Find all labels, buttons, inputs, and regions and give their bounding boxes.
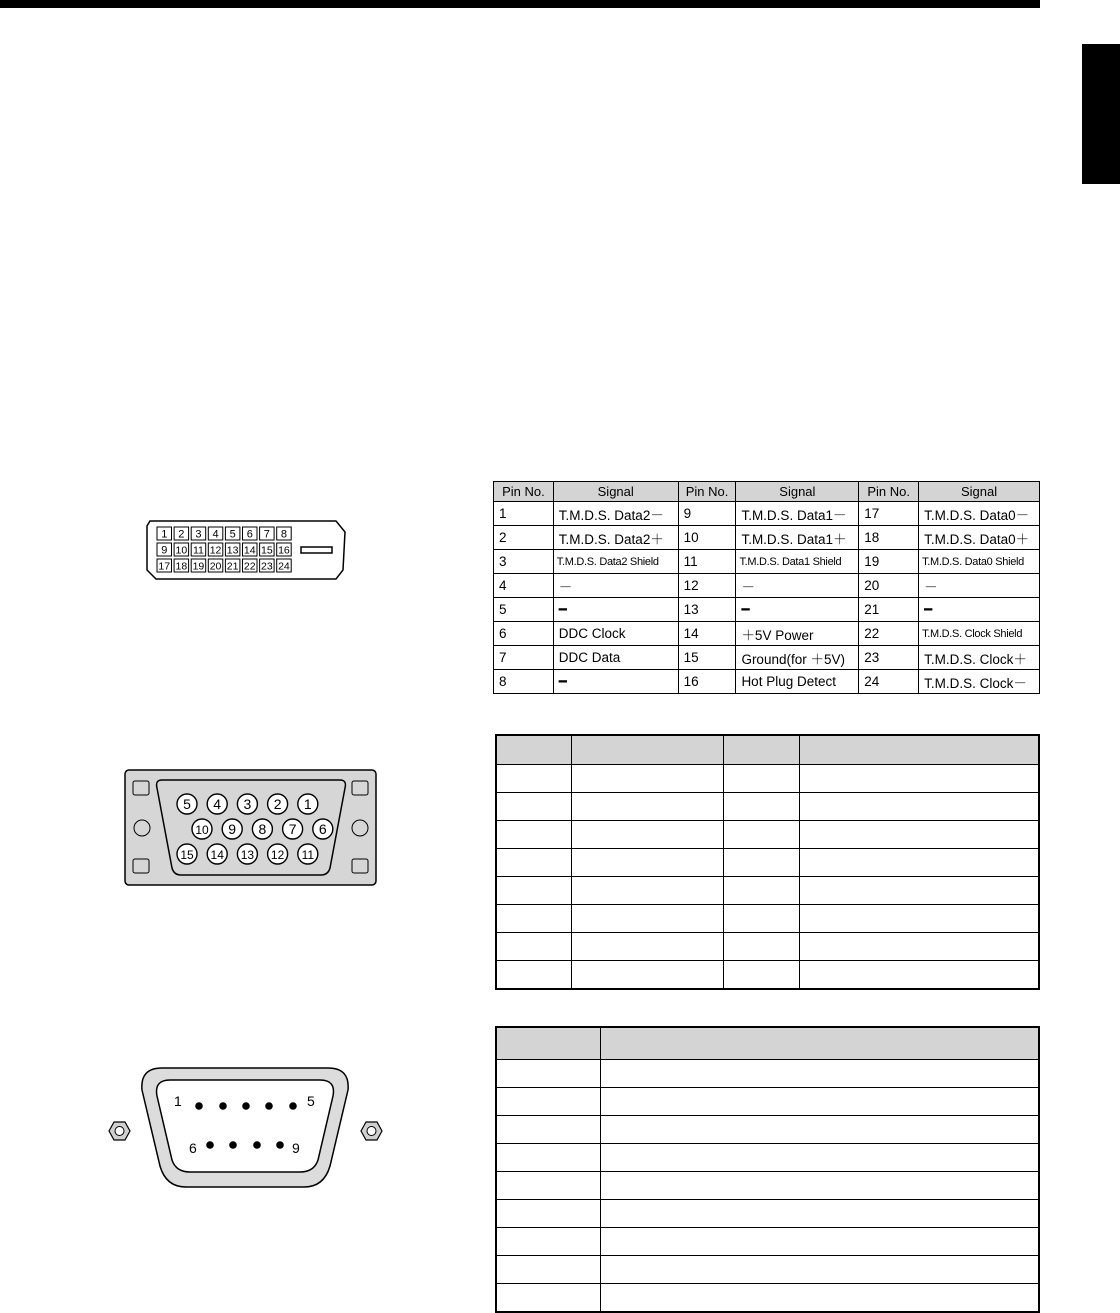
dvi-pin-label: 3	[195, 528, 202, 541]
dvi-connector-diagram	[146, 520, 346, 580]
dvi-pin-label: 10	[175, 544, 188, 557]
dvi-pin-label: 23	[261, 560, 273, 573]
header-cell	[800, 735, 1039, 765]
dsub9-pin	[206, 1141, 214, 1149]
table-row	[494, 550, 1040, 574]
pin-cell: 9	[678, 502, 736, 526]
dvi-pin-label: 20	[209, 560, 222, 573]
header-cell	[572, 735, 723, 765]
dvi-pin-label: 18	[175, 560, 188, 573]
dsub9-label-1: 1	[174, 1093, 182, 1109]
signal-cell: T.M.D.S. Data0＋	[919, 526, 1040, 550]
dvi-pin-label: 7	[263, 528, 270, 541]
col-header-signal: Signal	[736, 482, 859, 502]
table-row	[496, 1116, 1039, 1144]
pin-cell: 11	[678, 550, 736, 574]
table-row	[496, 821, 1039, 849]
vga-screw-hole	[352, 820, 368, 836]
dsub9-label-5: 5	[307, 1093, 315, 1109]
table-row	[496, 793, 1039, 821]
dvi-pin-label: 6	[246, 528, 253, 541]
vga-pin-label: 11	[301, 848, 315, 862]
vga-mount-square	[133, 781, 149, 795]
side-tab-marker	[1082, 44, 1120, 184]
signal-cell: T.M.D.S. Data0－	[919, 502, 1040, 526]
vga-mount-square	[352, 781, 368, 795]
table-row	[496, 1228, 1039, 1256]
dvi-pin-table	[493, 481, 1040, 694]
vga-pin-table	[495, 734, 1040, 990]
table-row	[496, 961, 1039, 990]
header-cell	[496, 735, 572, 765]
vga-pin-label: 8	[258, 821, 267, 837]
table-row	[496, 1256, 1039, 1284]
dvi-pin-label: 5	[229, 528, 236, 541]
vga-pin-label: 7	[288, 821, 297, 837]
pin-cell: 2	[494, 526, 554, 550]
pin-cell: 6	[494, 622, 554, 646]
vga-pin-label: 15	[180, 848, 194, 862]
pin-cell: 5	[494, 598, 554, 622]
dsub9-pin	[242, 1102, 250, 1110]
dsub9-pin	[276, 1141, 284, 1149]
signal-cell: －	[736, 574, 859, 598]
dvi-pin-label: 16	[278, 544, 290, 557]
table-row	[494, 622, 1040, 646]
pin-cell: 12	[678, 574, 736, 598]
pin-cell: 17	[859, 502, 919, 526]
dvi-pin-label: 9	[161, 544, 168, 557]
signal-cell: ━	[553, 670, 678, 694]
table-row	[494, 670, 1040, 694]
vga-pin-label: 13	[240, 848, 255, 862]
dvi-pin-label: 8	[280, 528, 288, 541]
table-row	[496, 1144, 1039, 1172]
vga-pin-label: 10	[195, 823, 209, 837]
pin-cell: 16	[678, 670, 736, 694]
signal-cell: DDC Clock	[553, 622, 678, 646]
dvi-pin-label: 15	[261, 544, 273, 557]
pin-cell: 1	[494, 502, 554, 526]
dsub9-connector-diagram	[104, 1064, 386, 1192]
dvi-pin-label: 1	[161, 528, 168, 541]
dvi-pin-label: 22	[243, 560, 256, 573]
pin-cell: 4	[494, 574, 554, 598]
dsub9-pin-table	[495, 1026, 1040, 1313]
header-cell	[601, 1027, 1039, 1060]
col-header-pin-no: Pin No.	[859, 482, 919, 502]
table-row	[496, 849, 1039, 877]
signal-cell: T.M.D.S. Clock＋	[919, 646, 1040, 670]
signal-cell: T.M.D.S. Clock－	[919, 670, 1040, 694]
pin-cell: 15	[678, 646, 736, 670]
dsub9-pin	[265, 1102, 273, 1110]
signal-cell: T.M.D.S. Data2＋	[553, 526, 678, 550]
dsub9-pin	[229, 1141, 237, 1149]
table-row	[494, 502, 1040, 526]
signal-cell: ━	[736, 598, 859, 622]
top-rule	[0, 0, 1040, 8]
col-header-pin-no: Pin No.	[494, 482, 554, 502]
table-row	[496, 1060, 1039, 1088]
signal-cell: ━	[553, 598, 678, 622]
signal-cell: －	[553, 574, 678, 598]
table-row	[496, 877, 1039, 905]
vga-table-header-row	[496, 735, 1039, 765]
vga-pin-label: 12	[270, 848, 285, 862]
dvi-pin-label: 2	[178, 528, 185, 541]
signal-cell: Ground(for ＋5V)	[736, 646, 859, 670]
table-row	[496, 765, 1039, 793]
table-row	[494, 526, 1040, 550]
vga-mount-square	[352, 859, 368, 873]
signal-cell: T.M.D.S. Data2－	[553, 502, 678, 526]
dsub9-pin	[289, 1102, 297, 1110]
vga-mount-square	[133, 859, 149, 873]
signal-cell: T.M.D.S. Data1 Shield	[736, 550, 859, 574]
signal-cell: T.M.D.S. Data2 Shield	[553, 550, 678, 574]
vga-pin-label: 2	[273, 796, 282, 812]
signal-cell: ━	[919, 598, 1040, 622]
table-row	[494, 598, 1040, 622]
pin-cell: 20	[859, 574, 919, 598]
signal-cell: T.M.D.S. Data0 Shield	[919, 550, 1040, 574]
pin-cell: 19	[859, 550, 919, 574]
header-cell	[723, 735, 800, 765]
dvi-pin-label: 21	[226, 560, 239, 573]
vga-screw-hole	[134, 820, 150, 836]
vga-pin-label: 6	[318, 821, 327, 837]
vga-pin-label: 3	[243, 796, 252, 812]
dsub9-pin	[195, 1102, 203, 1110]
vga-pin-label: 1	[303, 796, 312, 812]
pin-cell: 8	[494, 670, 554, 694]
col-header-signal: Signal	[919, 482, 1040, 502]
dsub9-table-header-row	[496, 1027, 1039, 1060]
table-row	[496, 905, 1039, 933]
signal-cell: T.M.D.S. Clock Shield	[919, 622, 1040, 646]
dvi-pin-label: 12	[209, 544, 222, 557]
table-row	[494, 646, 1040, 670]
table-row	[496, 1284, 1039, 1313]
dvi-pin-label: 4	[212, 528, 219, 541]
table-row	[496, 933, 1039, 961]
table-row	[496, 1200, 1039, 1228]
signal-cell: ＋5V Power	[736, 622, 859, 646]
header-cell	[496, 1027, 601, 1060]
pin-cell: 18	[859, 526, 919, 550]
signal-cell: T.M.D.S. Data1－	[736, 502, 859, 526]
dvi-flat-blade	[301, 547, 332, 553]
col-header-pin-no: Pin No.	[678, 482, 736, 502]
vga-pin-label: 9	[228, 821, 237, 837]
pin-cell: 14	[678, 622, 736, 646]
pin-cell: 13	[678, 598, 736, 622]
signal-cell: T.M.D.S. Data1＋	[736, 526, 859, 550]
table-row	[494, 574, 1040, 598]
dvi-pin-label: 13	[226, 544, 239, 557]
dvi-pin-label: 14	[243, 544, 256, 557]
pin-cell: 21	[859, 598, 919, 622]
dvi-pin-label: 11	[192, 544, 204, 557]
pin-cell: 3	[494, 550, 554, 574]
pin-cell: 7	[494, 646, 554, 670]
dvi-table-header-row	[494, 482, 1040, 502]
pin-cell: 24	[859, 670, 919, 694]
dvi-pin-label: 17	[158, 560, 171, 573]
vga-pin-label: 14	[210, 848, 224, 862]
pin-cell: 22	[859, 622, 919, 646]
dvi-pin-label: 19	[192, 560, 205, 573]
table-row	[496, 1088, 1039, 1116]
dsub9-screw-left	[109, 1122, 130, 1140]
dvi-pin-label: 24	[278, 560, 290, 573]
table-row	[496, 1172, 1039, 1200]
vga-pin-label: 5	[183, 796, 191, 812]
dsub9-label-6: 6	[189, 1140, 197, 1156]
dsub9-screw-right	[361, 1122, 382, 1140]
vga-pin-label: 4	[213, 796, 222, 812]
pin-cell: 10	[678, 526, 736, 550]
dsub9-label-9: 9	[292, 1140, 300, 1156]
pin-cell: 23	[859, 646, 919, 670]
signal-cell: Hot Plug Detect	[736, 670, 859, 694]
dsub9-pin	[253, 1141, 261, 1149]
signal-cell: DDC Data	[553, 646, 678, 670]
vga-connector-diagram	[124, 768, 378, 888]
col-header-signal: Signal	[553, 482, 678, 502]
dsub9-pin	[219, 1102, 227, 1110]
signal-cell: －	[919, 574, 1040, 598]
